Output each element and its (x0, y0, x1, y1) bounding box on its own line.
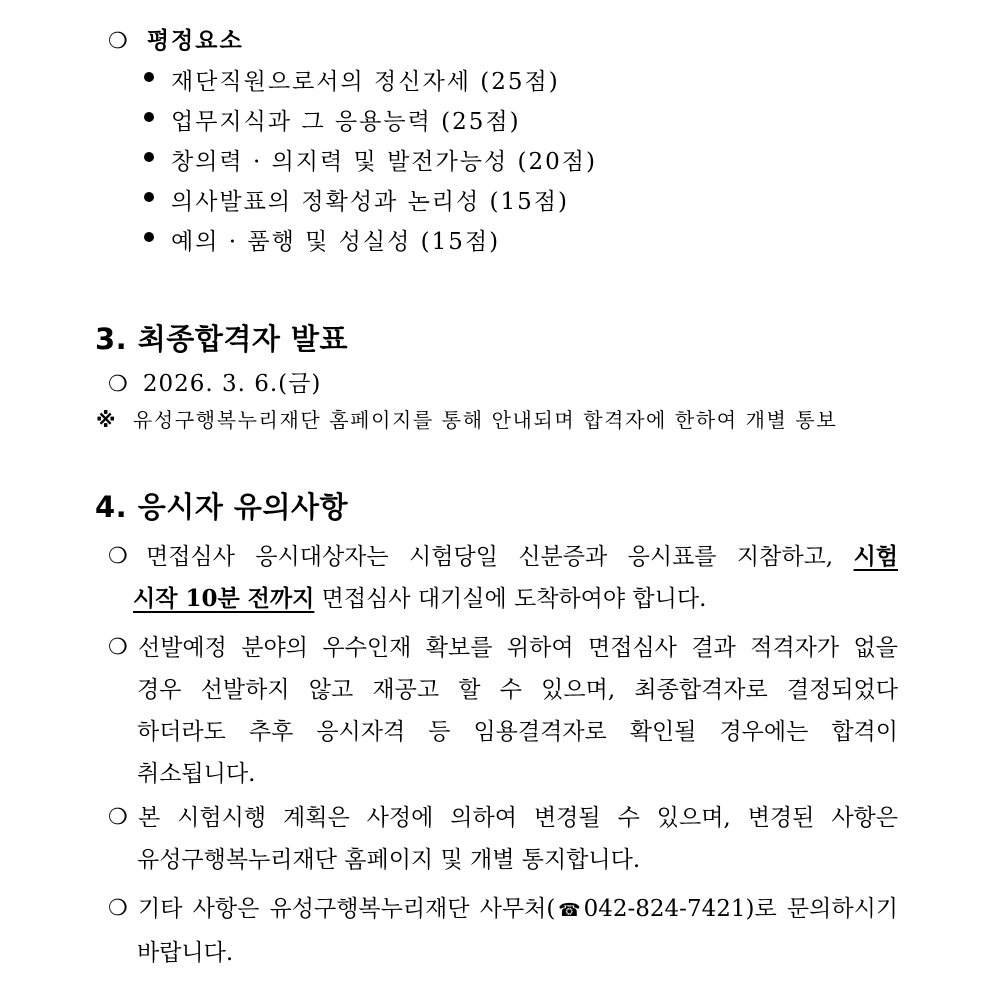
bullet-icon (144, 72, 154, 82)
list-item (144, 103, 521, 136)
notice-line: 취소됩니다. (137, 761, 256, 787)
list-item (144, 63, 560, 96)
circle-bullet-icon: ❍ (108, 544, 128, 569)
notice-text-segment: 면접심사 대기실에 도착하여야 합니다. (321, 586, 707, 612)
bullet-icon (144, 152, 154, 162)
notice-line (133, 578, 898, 620)
circle-bullet-icon: ❍ (108, 896, 128, 921)
bullet-icon (144, 192, 154, 202)
reference-mark: ※ (96, 408, 118, 432)
notice-line: 경우 선발하지 않고 재공고 할 수 있으며, 최종합격자로 결정되었다 (137, 677, 898, 703)
note-text: 유성구행복누리재단 홈페이지를 통해 안내되며 합격자에 한하여 개별 통보 (133, 408, 838, 432)
notice-line (146, 536, 898, 578)
section-4-heading: 4. 응시자 유의사항 (95, 490, 348, 524)
circle-bullet-icon: ❍ (108, 805, 128, 830)
emphasis-text: 시작 10분 전까지 (133, 585, 315, 612)
bullet-icon (144, 112, 154, 122)
notice-line (138, 888, 898, 932)
announcement-note (96, 404, 837, 433)
notice-text (138, 627, 898, 795)
list-item (144, 143, 597, 176)
announcement-date: 2026. 3. 6.(금) (142, 371, 322, 397)
criteria-item: 의사발표의 정확성과 논리성 (15점) (171, 189, 569, 215)
circle-bullet-icon: ❍ (108, 635, 128, 660)
notice-line: 선발예정 분야의 우수인재 확보를 위하여 면접심사 결과 적격자가 없을 (138, 635, 898, 661)
phone-number: 042-824-7421 (583, 896, 746, 922)
notice-text (138, 888, 898, 974)
circle-bullet-icon: ❍ (108, 29, 128, 54)
section-3-heading: 3. 최종합격자 발표 (95, 322, 348, 356)
notice-text (138, 797, 898, 881)
bullet-icon (144, 232, 154, 242)
notice-text-segment: 기타 사항은 유성구행복누리재단 사무처( (138, 896, 556, 922)
list-item (144, 183, 569, 216)
notice-line: 하더라도 추후 응시자격 등 임용결격자로 확인될 경우에는 합격이 (137, 719, 898, 745)
criteria-header (108, 22, 244, 52)
notice-text-segment: )로 문의하시기 (745, 896, 899, 922)
criteria-item: 재단직원으로서의 정신자세 (25점) (171, 69, 560, 95)
notice-text (133, 536, 898, 620)
criteria-item: 창의력 · 의지력 및 발전가능성 (20점) (171, 149, 597, 175)
criteria-item: 업무지식과 그 응용능력 (25점) (171, 109, 521, 135)
notice-text-segment: 면접심사 응시대상자는 시험당일 신분증과 응시표를 지참하고, (146, 544, 834, 570)
list-item (144, 223, 500, 256)
criteria-title: 평정요소 (146, 27, 244, 54)
criteria-item: 예의 · 품행 및 성실성 (15점) (171, 229, 501, 255)
notice-line: 본 시험시행 계획은 사정에 의하여 변경될 수 있으며, 변경된 사항은 (138, 805, 898, 831)
telephone-icon: ☎ (555, 900, 584, 921)
emphasis-text: 시험 (853, 543, 898, 570)
notice-line: 유성구행복누리재단 홈페이지 및 개별 통지합니다. (137, 847, 641, 873)
announcement-date-row (108, 365, 321, 398)
circle-bullet-icon: ❍ (108, 372, 128, 397)
notice-line: 바랍니다. (137, 940, 234, 966)
